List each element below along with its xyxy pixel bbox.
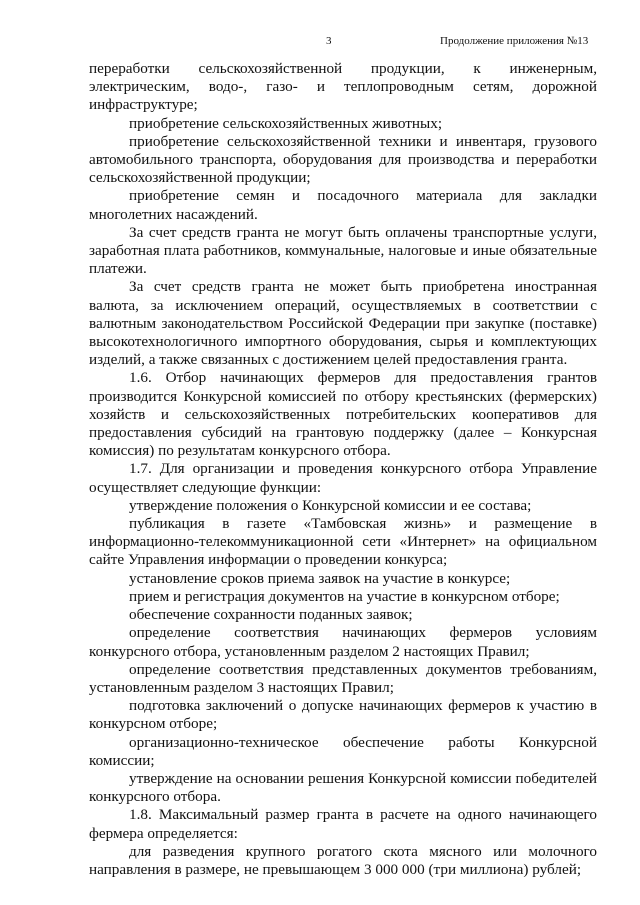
paragraph: определение соответствия представленных документов требованиям, установленным разделом 3 настоящих Правил; — [89, 660, 597, 696]
paragraph: прием и регистрация документов на участие в конкурсном отборе; — [129, 587, 560, 605]
paragraph: для разведения крупного рогатого скота мясного или молочного направления в размере, не превышающем 3 000 000 (три миллиона) рублей; — [89, 842, 597, 878]
paragraph: 1.7. Для организации и проведения конкурсного отбора Управление осуществляет следующие функции: — [89, 460, 597, 496]
paragraph: обеспечение сохранности поданных заявок; — [129, 606, 413, 624]
paragraph: определение соответствия начинающих фермеров условиям конкурсного отбора, установленным разделом 2 настоящих Правил; — [89, 624, 597, 660]
paragraph: организационно-техническое обеспечение работы Конкурсной комиссии; — [89, 733, 597, 769]
paragraph: утверждение положения о Конкурсной комиссии и ее состава; — [129, 496, 532, 514]
paragraph: приобретение семян и посадочного материала для закладки многолетних насаждений. — [89, 187, 597, 223]
paragraph: 1.8. Максимальный размер гранта в расчете на одного начинающего фермера определяется: — [89, 806, 597, 842]
paragraph: За счет средств гранта не могут быть оплачены транспортные услуги, заработная плата работников, коммунальные, налоговые и иные обязательные платежи. — [89, 223, 597, 278]
document-body — [89, 60, 597, 879]
paragraph: публикация в газете «Тамбовская жизнь» и размещение в информационно-телекоммуникационной сети «Интернет» на официальном сайте Управления информации о проведении конкурса; — [89, 515, 597, 569]
paragraph: За счет средств гранта не может быть приобретена иностранная валюта, за исключением операций, осуществляемых в соответствии с валютным законодательством Российской Федерации при закупке (поставке) высокотехнологичного импортного оборудования, сырья и комплектующих изделий, а также связанных с достижением целей предоставления гранта. — [89, 278, 597, 369]
paragraph: подготовка заключений о допуске начинающих фермеров к участию в конкурсном отборе; — [89, 697, 597, 733]
header-note: Продолжение приложения №13 — [440, 35, 589, 47]
paragraph: утверждение на основании решения Конкурсной комиссии победителей конкурсного отбора. — [89, 769, 597, 806]
paragraph: установление сроков приема заявок на участие в конкурсе; — [129, 569, 511, 587]
page-number: 3 — [326, 35, 332, 47]
paragraph: приобретение сельскохозяйственных животных; — [129, 114, 443, 132]
paragraph: переработки сельскохозяйственной продукции, к инженерным, электрическим, водо-, газо- и теплопроводным сетям, дорожной инфраструктуре; — [89, 60, 597, 114]
paragraph: приобретение сельскохозяйственной техники и инвентаря, грузового автомобильного транспорта, оборудования для производства и переработки сельскохозяйственной продукции; — [89, 132, 597, 187]
paragraph: 1.6. Отбор начинающих фермеров для предоставления грантов производится Конкурсной комиссией по отбору крестьянских (фермерских) хозяйств и сельскохозяйственных потребительских кооперативов для предоставления субсидий на грантовую поддержку (далее – Конкурсная комиссия) по результатам конкурсного отбора. — [89, 369, 597, 460]
